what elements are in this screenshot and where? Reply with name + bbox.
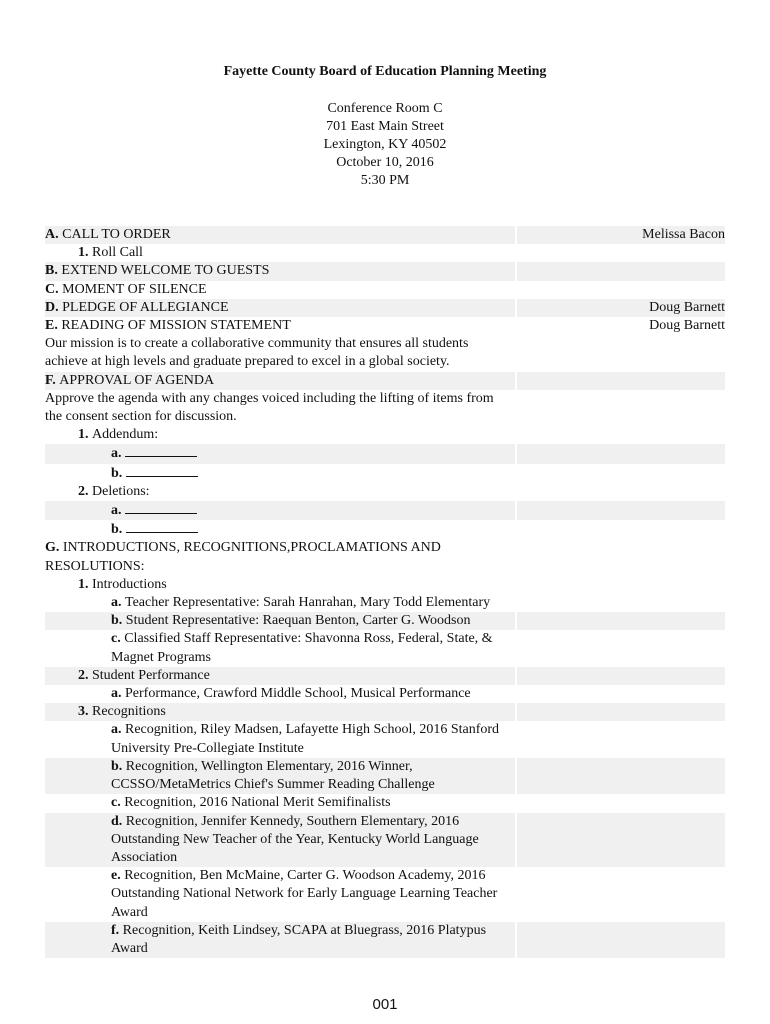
agenda-item-text xyxy=(45,317,515,335)
agenda-item-body: Student Performance xyxy=(92,667,210,683)
agenda-item-text xyxy=(45,922,515,958)
agenda-item-label: b. xyxy=(111,613,126,629)
meeting-details xyxy=(0,100,770,190)
agenda-item-presenter xyxy=(517,630,725,666)
agenda-item-presenter xyxy=(517,703,725,721)
agenda-item xyxy=(45,721,725,757)
agenda-item-label: G. xyxy=(45,540,63,556)
agenda-item-label: 1. xyxy=(78,576,92,592)
agenda-item xyxy=(45,444,725,463)
agenda-item-body: Teacher Representative: Sarah Hanrahan, Mary Todd Elementary xyxy=(125,595,491,611)
agenda-item xyxy=(45,390,725,426)
meeting-city: Lexington, KY 40502 xyxy=(323,137,447,152)
meeting-time: 5:30 PM xyxy=(360,173,410,188)
document-title: Fayette County Board of Education Planning Meeting xyxy=(223,64,547,79)
agenda-item-label: C. xyxy=(45,281,63,297)
agenda-item xyxy=(45,262,725,280)
agenda-item-presenter xyxy=(517,501,725,520)
agenda-item xyxy=(45,244,725,262)
agenda-item-body: Student Representative: Raequan Benton, Carter G. Woodson xyxy=(125,613,471,629)
agenda-item xyxy=(45,576,725,594)
agenda-item xyxy=(45,317,725,335)
agenda-item-text xyxy=(45,667,515,685)
agenda-item xyxy=(45,483,725,501)
agenda-item-presenter xyxy=(517,244,725,262)
agenda-item-label: A. xyxy=(45,227,63,242)
agenda-item-text xyxy=(45,758,515,794)
agenda-item-presenter: Melissa Bacon xyxy=(517,226,725,244)
agenda-item-text xyxy=(45,539,515,575)
agenda-item-body: Roll Call xyxy=(92,245,143,261)
agenda-item-body: Deletions: xyxy=(92,483,150,499)
agenda-item xyxy=(45,372,725,390)
agenda-item xyxy=(45,226,725,244)
agenda-item-text xyxy=(45,226,515,244)
agenda-item-text xyxy=(45,244,515,262)
agenda-item xyxy=(45,667,725,685)
page-number: 001 xyxy=(372,996,398,1013)
agenda-item-label: D. xyxy=(45,299,63,315)
agenda-item-text xyxy=(45,390,515,426)
agenda-item-text xyxy=(45,483,515,501)
agenda-item-presenter xyxy=(517,667,725,685)
agenda-item-body: Recognition, Wellington Elementary, 2016 Winner, CCSSO/MetaMetrics Chief's Summer Reading Challenge xyxy=(111,758,435,793)
agenda-item-presenter xyxy=(517,576,725,594)
agenda-item-body: Recognitions xyxy=(92,704,166,720)
agenda-item-label: b. xyxy=(111,758,126,774)
agenda-item-text xyxy=(45,813,515,868)
agenda-item xyxy=(45,464,725,483)
agenda-item xyxy=(45,426,725,444)
agenda-item xyxy=(45,922,725,958)
agenda-item xyxy=(45,794,725,812)
agenda-item-body: EXTEND WELCOME TO GUESTS xyxy=(61,263,270,279)
agenda-item-presenter xyxy=(517,594,725,612)
agenda-item-label: d. xyxy=(111,813,126,829)
agenda-item-body: Addendum: xyxy=(92,427,159,443)
agenda-item-body: READING OF MISSION STATEMENT xyxy=(61,318,291,334)
agenda-item-label: 1. xyxy=(78,427,92,443)
agenda-item-label: c. xyxy=(111,795,125,811)
agenda-item-body: Recognition, 2016 National Merit Semifinalists xyxy=(124,795,391,811)
agenda-item xyxy=(45,758,725,794)
agenda-item-presenter xyxy=(517,520,725,539)
blank-line xyxy=(125,501,197,514)
agenda-item-presenter: Doug Barnett xyxy=(649,318,725,334)
agenda-item-body: Recognition, Riley Madsen, Lafayette High School, 2016 Stanford University Pre-Collegiate Institute xyxy=(111,722,500,756)
blank-line xyxy=(125,444,197,457)
agenda-item xyxy=(45,299,725,317)
agenda-item-presenter xyxy=(517,758,725,794)
agenda-item-text xyxy=(45,262,515,280)
agenda-item xyxy=(45,539,725,575)
agenda-item-text xyxy=(45,867,515,922)
agenda-item-text xyxy=(45,426,515,444)
blank-line xyxy=(126,520,198,533)
meeting-date: October 10, 2016 xyxy=(336,155,434,170)
agenda-item-body: Our mission is to create a collaborative community that ensures all students achieve at high levels and graduate prepared to excel in a global society. xyxy=(45,336,469,370)
agenda-item-label: F. xyxy=(45,372,60,388)
agenda-item-text xyxy=(45,685,515,703)
agenda-item-text xyxy=(45,299,515,317)
agenda-item-text xyxy=(45,576,515,594)
agenda-item-text xyxy=(45,501,515,520)
agenda-item-body: INTRODUCTIONS, RECOGNITIONS,PROCLAMATIONS AND RESOLUTIONS: xyxy=(45,540,441,574)
agenda-item xyxy=(45,594,725,612)
agenda-item-text xyxy=(45,281,515,299)
agenda-item-presenter xyxy=(517,281,725,299)
agenda-item-label: 1. xyxy=(78,245,92,261)
agenda-item xyxy=(45,501,725,520)
meeting-street: 701 East Main Street xyxy=(326,119,444,134)
agenda-item-body: Recognition, Ben McMaine, Carter G. Woodson Academy, 2016 Outstanding National Network for Early Language Learning Teacher Award xyxy=(111,868,498,920)
agenda-item-label: 2. xyxy=(78,667,92,683)
agenda-item-body: MOMENT OF SILENCE xyxy=(62,281,207,297)
agenda-item-label: 2. xyxy=(78,483,92,499)
agenda-item-text xyxy=(45,372,515,390)
agenda-item-presenter xyxy=(517,335,725,371)
agenda-item-text xyxy=(45,721,515,757)
agenda-item-label: B. xyxy=(45,263,62,279)
agenda-item-label: e. xyxy=(111,868,125,884)
agenda-item-text xyxy=(45,444,515,463)
agenda-item-presenter xyxy=(517,721,725,757)
agenda-item-body: Recognition, Keith Lindsey, SCAPA at Bluegrass, 2016 Platypus Award xyxy=(111,922,487,956)
agenda-item-presenter xyxy=(517,372,725,390)
agenda-item xyxy=(45,703,725,721)
agenda-item-label: f. xyxy=(111,922,123,938)
agenda-item-presenter xyxy=(517,612,725,630)
agenda-item-presenter xyxy=(517,794,725,812)
agenda-item-presenter xyxy=(517,390,725,426)
agenda-item-body: APPROVAL OF AGENDA xyxy=(59,372,215,388)
agenda-item-text xyxy=(45,612,515,630)
blank-line xyxy=(126,464,198,477)
agenda-item-presenter xyxy=(517,262,725,280)
agenda-list xyxy=(45,226,725,958)
agenda-item-text xyxy=(45,594,515,612)
agenda-item-presenter: Doug Barnett xyxy=(517,299,725,317)
agenda-item-label: a. xyxy=(111,446,125,462)
agenda-item-presenter xyxy=(517,539,725,575)
meeting-room: Conference Room C xyxy=(327,101,443,116)
agenda-item-label: b. xyxy=(111,465,126,481)
agenda-item-text xyxy=(45,794,515,812)
agenda-item-text xyxy=(45,520,515,539)
agenda-item-presenter xyxy=(517,444,725,463)
agenda-item-text xyxy=(45,335,515,371)
agenda-item xyxy=(45,813,725,868)
agenda-item xyxy=(45,612,725,630)
agenda-item-body: CALL TO ORDER xyxy=(62,227,171,242)
agenda-item-presenter xyxy=(517,867,725,922)
agenda-item-body: Introductions xyxy=(92,576,167,592)
agenda-item-body: Recognition, Jennifer Kennedy, Southern Elementary, 2016 Outstanding New Teacher of the Year, Kentucky World Language Association xyxy=(111,813,479,865)
agenda-item xyxy=(45,520,725,539)
agenda-item-label: a. xyxy=(111,503,125,519)
agenda-item-text xyxy=(45,630,515,666)
agenda-item xyxy=(45,867,725,922)
agenda-item-presenter xyxy=(517,685,725,703)
agenda-item-label: E. xyxy=(45,318,62,334)
agenda-item-label: 3. xyxy=(78,704,92,720)
agenda-item-label: a. xyxy=(111,595,125,611)
agenda-item-label: a. xyxy=(111,686,125,702)
agenda-item-label: a. xyxy=(111,722,125,738)
agenda-item xyxy=(45,630,725,666)
agenda-item-text xyxy=(45,464,515,483)
agenda-item-text xyxy=(45,703,515,721)
agenda-item-presenter xyxy=(517,483,725,501)
agenda-item xyxy=(45,685,725,703)
agenda-item-body: Classified Staff Representative: Shavonna Ross, Federal, State, & Magnet Programs xyxy=(111,631,493,665)
agenda-item-presenter xyxy=(517,464,725,483)
agenda-item xyxy=(45,281,725,299)
agenda-item-presenter xyxy=(517,813,725,868)
agenda-item-body: Performance, Crawford Middle School, Musical Performance xyxy=(125,686,471,702)
agenda-item-label: c. xyxy=(111,631,125,647)
agenda-item-presenter xyxy=(517,922,725,958)
agenda-item-label: b. xyxy=(111,522,126,538)
agenda-item-body: Approve the agenda with any changes voiced including the lifting of items from the consent section for discussion. xyxy=(45,390,494,425)
agenda-item xyxy=(45,335,725,371)
agenda-item-body: PLEDGE OF ALLEGIANCE xyxy=(62,299,229,315)
agenda-item-presenter xyxy=(517,426,725,444)
